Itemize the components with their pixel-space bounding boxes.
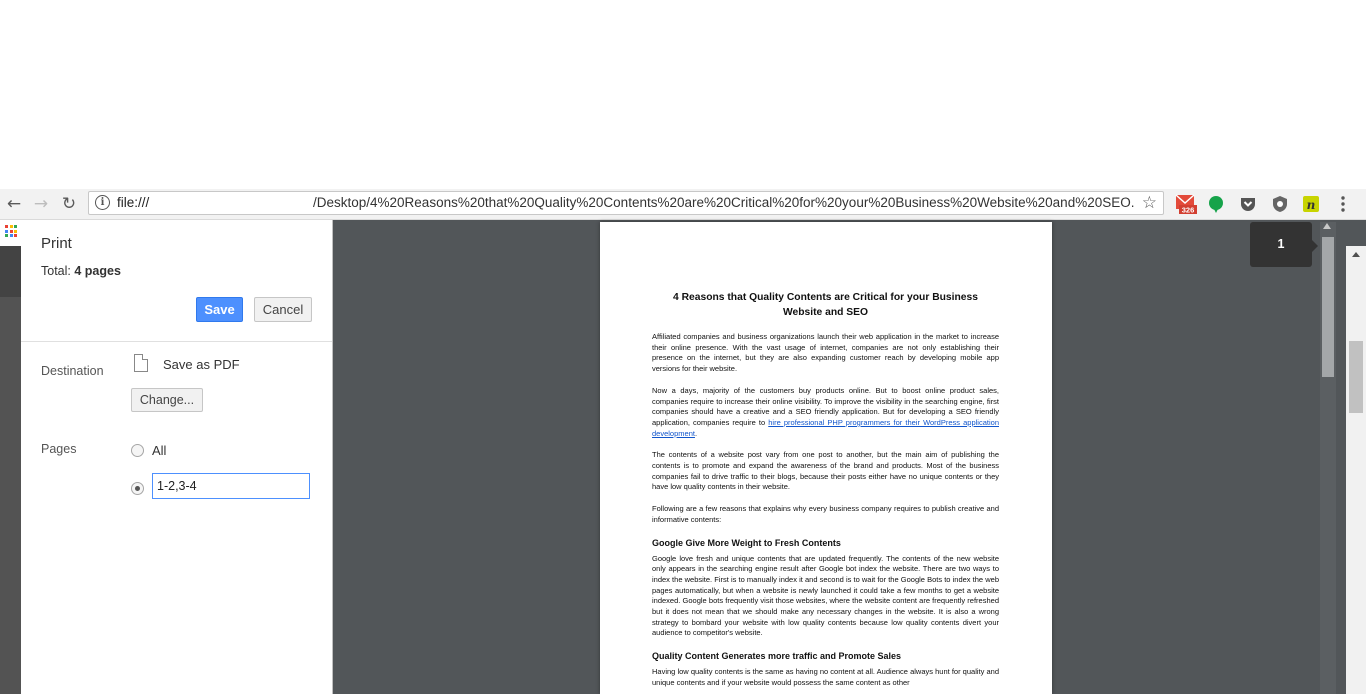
pages-all-label: All	[152, 443, 167, 458]
menu-dots-icon[interactable]	[1336, 194, 1350, 214]
bookmark-star-icon[interactable]: ☆	[1141, 193, 1157, 213]
destination-value: Save as PDF	[163, 357, 240, 372]
preview-page	[600, 222, 1052, 694]
total-pages	[41, 264, 121, 278]
scroll-up-arrow-icon[interactable]	[1352, 252, 1360, 257]
paragraph: Affiliated companies and business organizations launch their web application in the market to increase their online presence. With the vast usage of internet, companies are not only establishing their presence on the internet, but they are also expanding customer reach by developing mobile app versions for their website.	[652, 332, 999, 374]
bookmarks-bar	[0, 220, 21, 246]
paragraph: Following are a few reasons that explains why every business company requires to publish creative and informative contents:	[652, 504, 999, 524]
print-title: Print	[41, 235, 72, 252]
back-arrow-icon[interactable]: ←	[6, 194, 22, 214]
url-prefix: file:///	[117, 195, 150, 210]
preview-scrollbar[interactable]	[1320, 222, 1336, 694]
info-icon[interactable]: i	[95, 195, 110, 210]
address-bar[interactable]	[88, 191, 1164, 215]
document-link[interactable]: hire professional PHP programmers for their WordPress application development	[652, 417, 999, 438]
pages-range-input[interactable]	[152, 473, 310, 499]
n-extension-icon[interactable]	[1301, 194, 1323, 214]
page-scrollbar[interactable]	[1346, 246, 1366, 694]
forward-arrow-icon[interactable]: →	[33, 194, 49, 214]
paragraph: Google love fresh and unique contents that are updated frequently. The contents of the new website only appears in the searching engine result after Google bot index the website. There are two ways to index the website. First is to manually index it and second is to wait for the Google Bots to index the web pages automatically, but when a website is newly launched it could take a few months to get a website indexed. Google bots frequently visit those websites, where the website content are frequently refreshed but it does not mean that we should make any necessary changes in the website. It is also a wrong strategy to bombard your website with low quality contents because low quality contents divert your audience to competitor's website.	[652, 553, 999, 638]
document-title: 4 Reasons that Quality Contents are Critical for your Business Website and SEO	[673, 292, 978, 318]
page-number-badge: 1	[1250, 222, 1312, 267]
svg-text:n: n	[1306, 198, 1316, 212]
scrollbar-thumb[interactable]	[1322, 237, 1334, 377]
pages-label: Pages	[41, 442, 77, 456]
url-path: /Desktop/4%20Reasons%20that%20Quality%20Contents%20are%20Critical%20for%20your%20Business%20Website%20and%20SEO.	[313, 195, 1135, 210]
green-balloon-icon[interactable]	[1206, 194, 1228, 214]
shield-icon[interactable]	[1270, 194, 1292, 214]
total-value: 4 pages	[74, 264, 121, 278]
reload-icon[interactable]: ↻	[61, 194, 77, 214]
destination-label: Destination	[41, 364, 104, 378]
cancel-button[interactable]: Cancel	[254, 297, 312, 322]
document-content	[652, 290, 999, 694]
paragraph-text: Now a days, majority of the customers buy products online. But to boost online product sales, companies require to increase their online visibility. To improve the visibility in the searching engine, first companies should have a creative and a SEO friendly application. But for developing a SEO friendly application, companies require to	[652, 385, 999, 427]
pages-custom-radio[interactable]	[131, 482, 144, 495]
save-button[interactable]: Save	[196, 297, 243, 322]
paragraph: Now a days, majority of the customers buy products online. But to boost online product sales, companies require to increase their online visibility. To improve the visibility in the searching engine, first companies should have a creative and a SEO friendly application. But for developing a SEO friendly application, companies require to hire professional PHP programmers for their WordPress application development.	[652, 385, 999, 438]
change-destination-button[interactable]: Change...	[131, 388, 203, 412]
paragraph: Having low quality contents is the same as having no content at all. Audience always hunt for quality and unique contents and if your website would possess the same content as other	[652, 667, 999, 687]
section-heading: Quality Content Generates more traffic and Promote Sales	[652, 651, 902, 662]
total-label: Total:	[41, 264, 71, 278]
print-dialog	[21, 220, 333, 694]
apps-icon[interactable]	[5, 225, 17, 237]
pages-all-radio[interactable]	[131, 444, 144, 457]
mail-badge-count: 326	[1181, 205, 1195, 214]
scroll-up-arrow-icon[interactable]	[1323, 223, 1331, 229]
section-heading: Google Give More Weight to Fresh Contents	[652, 537, 841, 548]
browser-toolbar	[0, 189, 1366, 220]
paragraph: The contents of a website post vary from one post to another, but the main aim of publishing the contents is to promote and expand the awareness of the brand and products. Most of the business companies fail to drive traffic to their blogs, because their posts either have no unique contents or they have low quality contents in their website.	[652, 450, 999, 492]
file-icon	[134, 354, 148, 372]
gmail-icon[interactable]	[1175, 194, 1197, 214]
pocket-icon[interactable]	[1238, 194, 1260, 214]
scrollbar-thumb[interactable]	[1349, 341, 1363, 413]
divider	[21, 341, 332, 342]
